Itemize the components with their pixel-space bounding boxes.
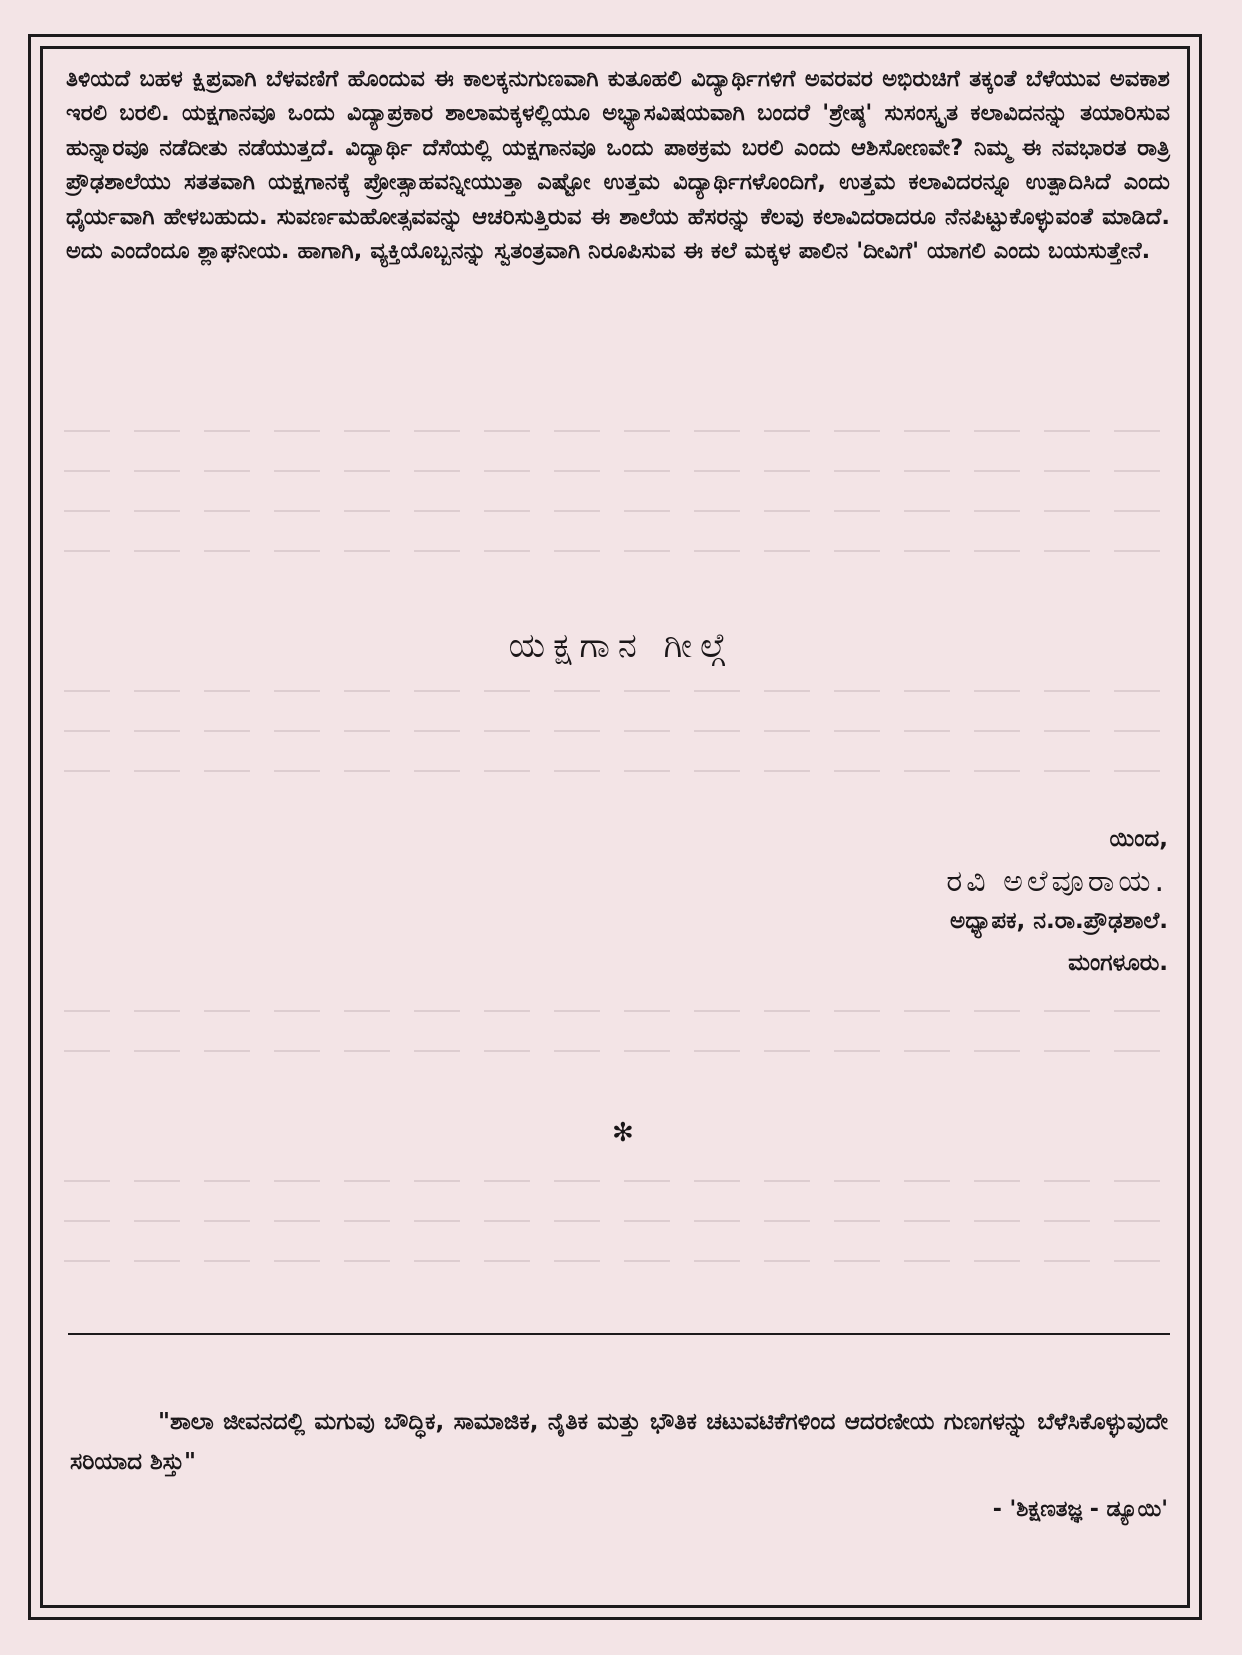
show-through-line: [64, 550, 1174, 552]
show-through-line: [64, 730, 1174, 732]
ornament-icon: ✻: [612, 1118, 634, 1148]
show-through-line: [64, 1010, 1174, 1012]
article-paragraph: ತಿಳಿಯದೆ ಬಹಳ ಕ್ಷಿಪ್ರವಾಗಿ ಬೆಳವಣಿಗೆ ಹೊಂದುವ ಈ ಕಾಲಕ್ಕನುಗುಣವಾಗಿ ಕುತೂಹಲಿ ವಿದ್ಯಾರ್ಥಿಗಳಿಗೆ ಅವರವರ ಅಭಿರುಚಿಗೆ ತಕ್ಕಂತೆ ಬೆಳೆಯುವ ಅವಕಾಶ ಇರಲಿ ಬರಲಿ. ಯಕ್ಷಗಾನವೂ ಒಂದು ವಿದ್ಯಾಪ್ರಕಾರ ಶಾಲಾಮಕ್ಕಳಲ್ಲಿಯೂ ಅಭ್ಯಾಸವಿಷಯವಾಗಿ ಬಂದರೆ 'ಶ್ರೇಷ್ಠ' ಸುಸಂಸ್ಕೃತ ಕಲಾವಿದನನ್ನು ತಯಾರಿಸುವ ಹುನ್ನಾರವೂ ನಡೆದೀತು ನಡೆಯುತ್ತದೆ. ವಿದ್ಯಾರ್ಥಿ ದೆಸೆಯಲ್ಲಿ ಯಕ್ಷಗಾನವೂ ಒಂದು ಪಾಠಕ್ರಮ ಬರಲಿ ಎಂದು ಆಶಿಸೋಣವೇ? ನಿಮ್ಮ ಈ ನವಭಾರತ ರಾತ್ರಿ ಪ್ರೌಢಶಾಲೆಯು ಸತತವಾಗಿ ಯಕ್ಷಗಾನಕ್ಕೆ ಪ್ರೋತ್ಸಾಹವನ್ನೀಯುತ್ತಾ ಎಷ್ಟೋ ಉತ್ತಮ ವಿದ್ಯಾರ್ಥಿಗಳೊಂದಿಗೆ, ಉತ್ತಮ ಕಲಾವಿದರನ್ನೂ ಉತ್ಪಾದಿಸಿದೆ ಎಂದು ಧೈರ್ಯವಾಗಿ ಹೇಳಬಹುದು. ಸುವರ್ಣಮಹೋತ್ಸವವನ್ನು ಆಚರಿಸುತ್ತಿರುವ ಈ ಶಾಲೆಯ ಹೆಸರನ್ನು ಕೆಲವು ಕಲಾವಿದರಾದರೂ ನೆನಪಿಟ್ಟುಕೊಳ್ಳುವಂತೆ ಮಾಡಿದೆ. ಅದು ಎಂದೆಂದೂ ಶ್ಲಾಘನೀಯ. ಹಾಗಾಗಿ, ವ್ಯಕ್ತಿಯೊಬ್ಬನನ್ನು ಸ್ವತಂತ್ರವಾಗಿ ನಿರೂಪಿಸುವ ಈ ಕಲೆ ಮಕ್ಕಳ ಪಾಲಿನ 'ದೀವಿಗೆ' ಯಾಗಲಿ ಎಂದು ಬಯಸುತ್ತೇನೆ.: [66, 66, 1170, 265]
signature-name: ರವಿ ಅಲೆವೂರಾಯ.: [946, 864, 1168, 899]
signature-from: ಯಿಂದ,: [1109, 826, 1168, 852]
show-through-line: [64, 1260, 1174, 1262]
show-through-line: [64, 1180, 1174, 1182]
inner-page-border: [40, 46, 1190, 1608]
show-through-line: [64, 470, 1174, 472]
show-through-line: [64, 1050, 1174, 1052]
footer-divider: [68, 1333, 1170, 1335]
section-title: ಯಕ್ಷಗಾನ ಗೀಲ್ಗೆ: [508, 626, 734, 666]
quote-attribution: - 'ಶಿಕ್ಷಣತಜ್ಞ - ಡ್ಯೂಯಿ': [992, 1497, 1168, 1522]
show-through-line: [64, 1220, 1174, 1222]
show-through-line: [64, 430, 1174, 432]
footer-quote: "ಶಾಲಾ ಜೀವನದಲ್ಲಿ ಮಗುವು ಬೌದ್ಧಿಕ, ಸಾಮಾಜಿಕ, ನೈತಿಕ ಮತ್ತು ಭೌತಿಕ ಚಟುವಟಿಕೆಗಳಿಂದ ಆದರಣೀಯ ಗುಣಗಳನ್ನು ಬೆಳೆಸಿಕೊಳ್ಳುವುದೇ ಸರಿಯಾದ ಶಿಸ್ತು": [70, 1409, 1168, 1475]
show-through-line: [64, 510, 1174, 512]
signature-role: ಅಧ್ಯಾಪಕ, ನ.ರಾ.ಪ್ರೌಢಶಾಲೆ.: [950, 908, 1168, 934]
signature-place: ಮಂಗಳೂರು.: [1068, 950, 1168, 976]
show-through-line: [64, 690, 1174, 692]
show-through-line: [64, 770, 1174, 772]
